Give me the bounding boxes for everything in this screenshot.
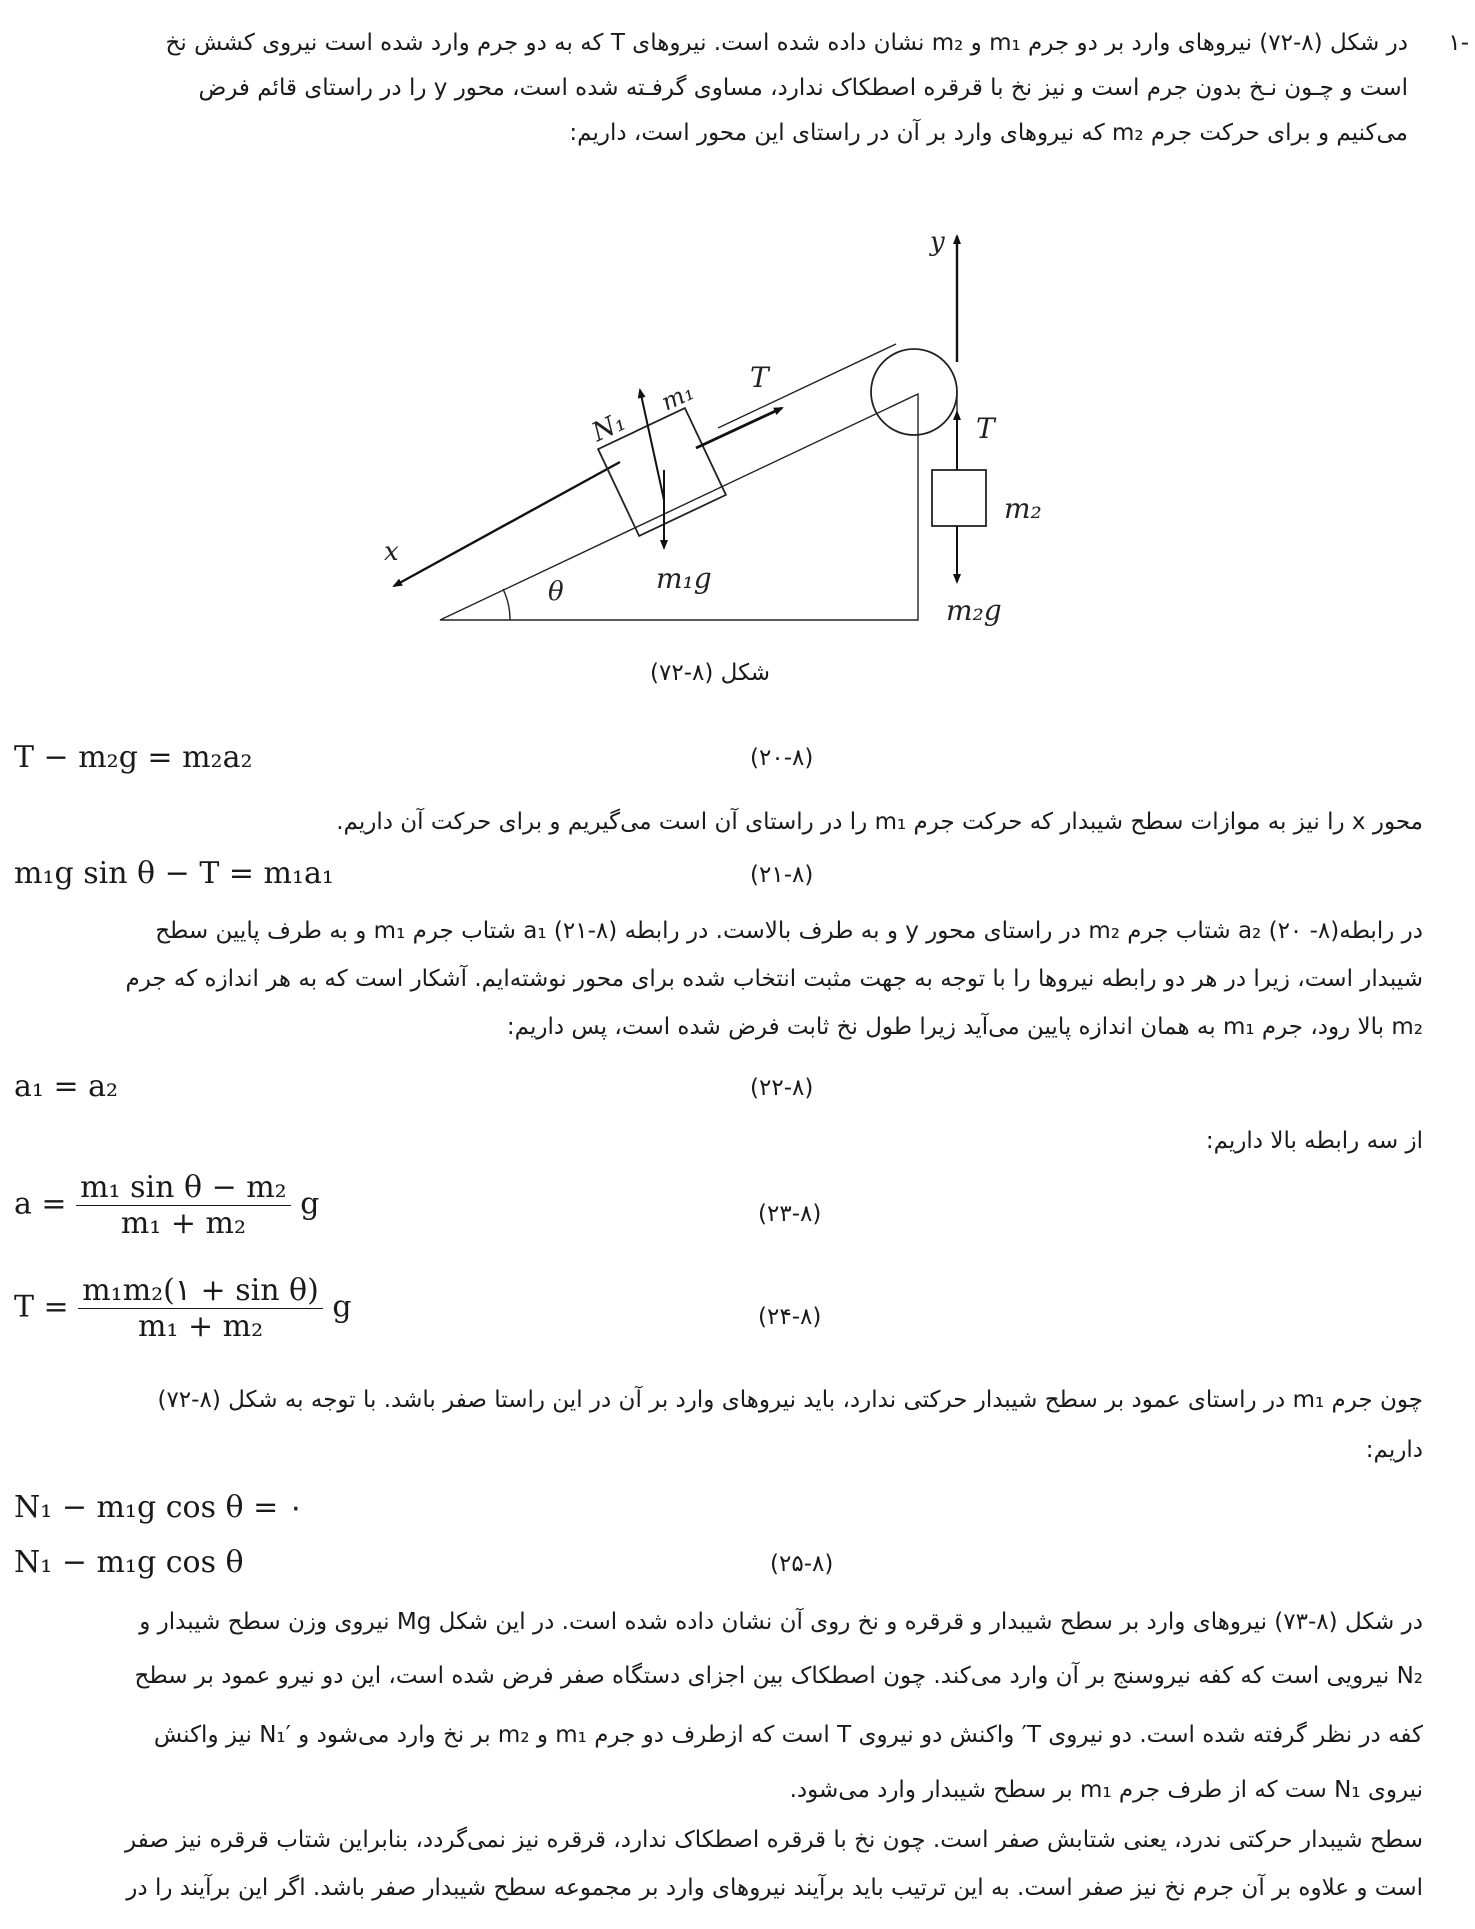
paragraph-2: محور x را نیز به موازات سطح شیبدار که حرکت جرم m₁ را در راستای آن است می‌گیریم و برای حرکت آن داریم.	[336, 809, 1423, 835]
equation-22-number: (۲۲-۸)	[750, 1075, 814, 1101]
item-number: -۱	[1448, 30, 1469, 56]
paragraph-6-line-5: سطح شیبدار حرکتی ندرد، یعنی شتابش صفر است. چون نخ با قرقره اصطکاک ندارد، قرقره نیز نمی‌گردد، بنابراین شتاب قرقره نیز صفر	[125, 1827, 1423, 1853]
equation-22: a₁ = a₂	[14, 1069, 119, 1104]
block-m2	[932, 470, 986, 526]
equation-23	[14, 1170, 319, 1241]
equation-24-denominator: m₁ + m₂	[137, 1309, 264, 1344]
equation-23-lhs: a =	[14, 1186, 67, 1222]
m2g-label: m₂g	[946, 594, 1002, 627]
equation-24-lhs: T =	[14, 1289, 69, 1325]
inclined-plane-figure	[300, 170, 1042, 650]
paragraph-3-line-3: m₂ بالا رود، جرم m₁ به همان اندازه پایین می‌آید زیرا طول نخ ثابت فرض شده است، پس داریم:	[506, 1014, 1423, 1040]
string-line	[718, 344, 896, 428]
equation-23-tail: g	[300, 1186, 320, 1222]
normal-force-arrow	[640, 390, 664, 500]
x-axis-arrow	[394, 462, 620, 586]
equation-24-fraction	[78, 1273, 323, 1344]
x-axis-label: x	[384, 537, 399, 567]
n1-label: N₁	[587, 406, 631, 449]
paragraph-6-line-2: N₂ نیرویی است که کفه نیروسنج بر آن وارد می‌کند. چون اصطکاک بین اجزای دستگاه صفر فرض شده است، این دو نیرو عمود بر سطح	[134, 1663, 1423, 1689]
equation-20-number: (۲۰-۸)	[750, 745, 814, 771]
paragraph-6-line-4: نیروی N₁ ست که از طرف جرم m₁ بر سطح شیبدار وارد می‌شود.	[789, 1777, 1423, 1803]
equation-23-number: (۲۳-۸)	[758, 1201, 822, 1227]
equation-25a: N₁ − m₁g cos θ = ۰	[14, 1490, 304, 1525]
equation-24	[14, 1273, 352, 1344]
paragraph-6-line-3: کفه در نظر گرفته شده است. دو نیروی T′ واکنش دو نیروی T است که ازطرف دو جرم m₁ و m₂ بر نخ وارد می‌شود و N₁′ نیز واکنش	[153, 1722, 1423, 1748]
t-label-m2: T	[976, 412, 995, 445]
equation-20: T − m₂g = m₂a₂	[14, 740, 253, 775]
equation-23-numerator: m₁ sin θ − m₂	[76, 1170, 291, 1206]
paragraph-6-line-1: در شکل (۸-۷۳) نیروهای وارد بر سطح شیبدار و قرقره و نخ روی آن نشان داده شده است. در این شکل Mg نیروی وزن سطح شیبدار و	[139, 1609, 1423, 1635]
y-axis-label: y	[930, 227, 945, 257]
equation-21: m₁g sin θ − T = m₁a₁	[14, 856, 334, 891]
equation-21-number: (۲۱-۸)	[750, 862, 814, 888]
tension-t-arrow-slope	[696, 408, 782, 448]
figure-caption: شکل (۸-۷۲)	[650, 660, 771, 686]
equation-24-numerator: m₁m₂(۱ + sin θ)	[78, 1273, 323, 1309]
paragraph-6-line-6: است و علاوه بر آن جرم نخ نیز صفر است. به این ترتیب باید برآیند نیروهای وارد بر مجموعه سطح شیبدار صفر باشد. اگر این برآیند را در	[126, 1875, 1423, 1901]
paragraph-3-line-2: شیبدار است، زیرا در هر دو رابطه نیروها را با توجه به جهت مثبت انتخاب شده برای محور نوشته‌ایم. آشکار است که به هر اندازه که جرم	[125, 966, 1423, 992]
paragraph-1-line-1: در شکل (۸-۷۲) نیروهای وارد بر دو جرم m₁ و m₂ نشان داده شده است. نیروهای T که به دو جرم وارد شده است نیروی کشش نخ	[165, 30, 1408, 56]
paragraph-5-line-2: داریم:	[1365, 1437, 1423, 1463]
paragraph-1-line-2: است و چـون نـخ بدون جرم است و نیز نخ با قرقره اصطکاک ندارد، مساوی گرفـته شده است، محور y را در راستای قائم فرض	[198, 75, 1408, 101]
paragraph-1-line-3: می‌کنیم و برای حرکت جرم m₂ که نیروهای وارد بر آن در راستای این محور است، داریم:	[569, 120, 1408, 146]
m1g-label: m₁g	[656, 562, 712, 595]
equation-23-fraction	[76, 1170, 291, 1241]
m2-label: m₂	[1004, 492, 1042, 525]
equation-23-denominator: m₁ + m₂	[120, 1206, 246, 1241]
equation-24-number: (۲۴-۸)	[758, 1304, 822, 1330]
equation-25b: N₁ − m₁g cos θ	[14, 1545, 244, 1580]
equation-25-number: (۲۵-۸)	[770, 1551, 834, 1577]
theta-label: θ	[548, 577, 564, 607]
m1-label: m₁	[656, 377, 699, 417]
pulley	[871, 349, 957, 435]
paragraph-5-line-1: چون جرم m₁ در راستای عمود بر سطح شیبدار حرکتی ندارد، باید نیروهای وارد بر آن در این راستا صفر باشد. با توجه به شکل (۸-۷۲)	[157, 1387, 1423, 1413]
equation-24-tail: g	[332, 1289, 352, 1325]
t-label-slope: T	[750, 361, 769, 394]
paragraph-3-line-1: در رابطه(۸- ۲۰) a₂ شتاب جرم m₂ در راستای محور y و به طرف بالاست. در رابطه (۸-۲۱) a₁ شتاب جرم m₁ و به طرف پایین سطح	[155, 918, 1423, 944]
paragraph-4: از سه رابطه بالا داریم:	[1205, 1128, 1423, 1154]
theta-arc	[503, 589, 510, 620]
